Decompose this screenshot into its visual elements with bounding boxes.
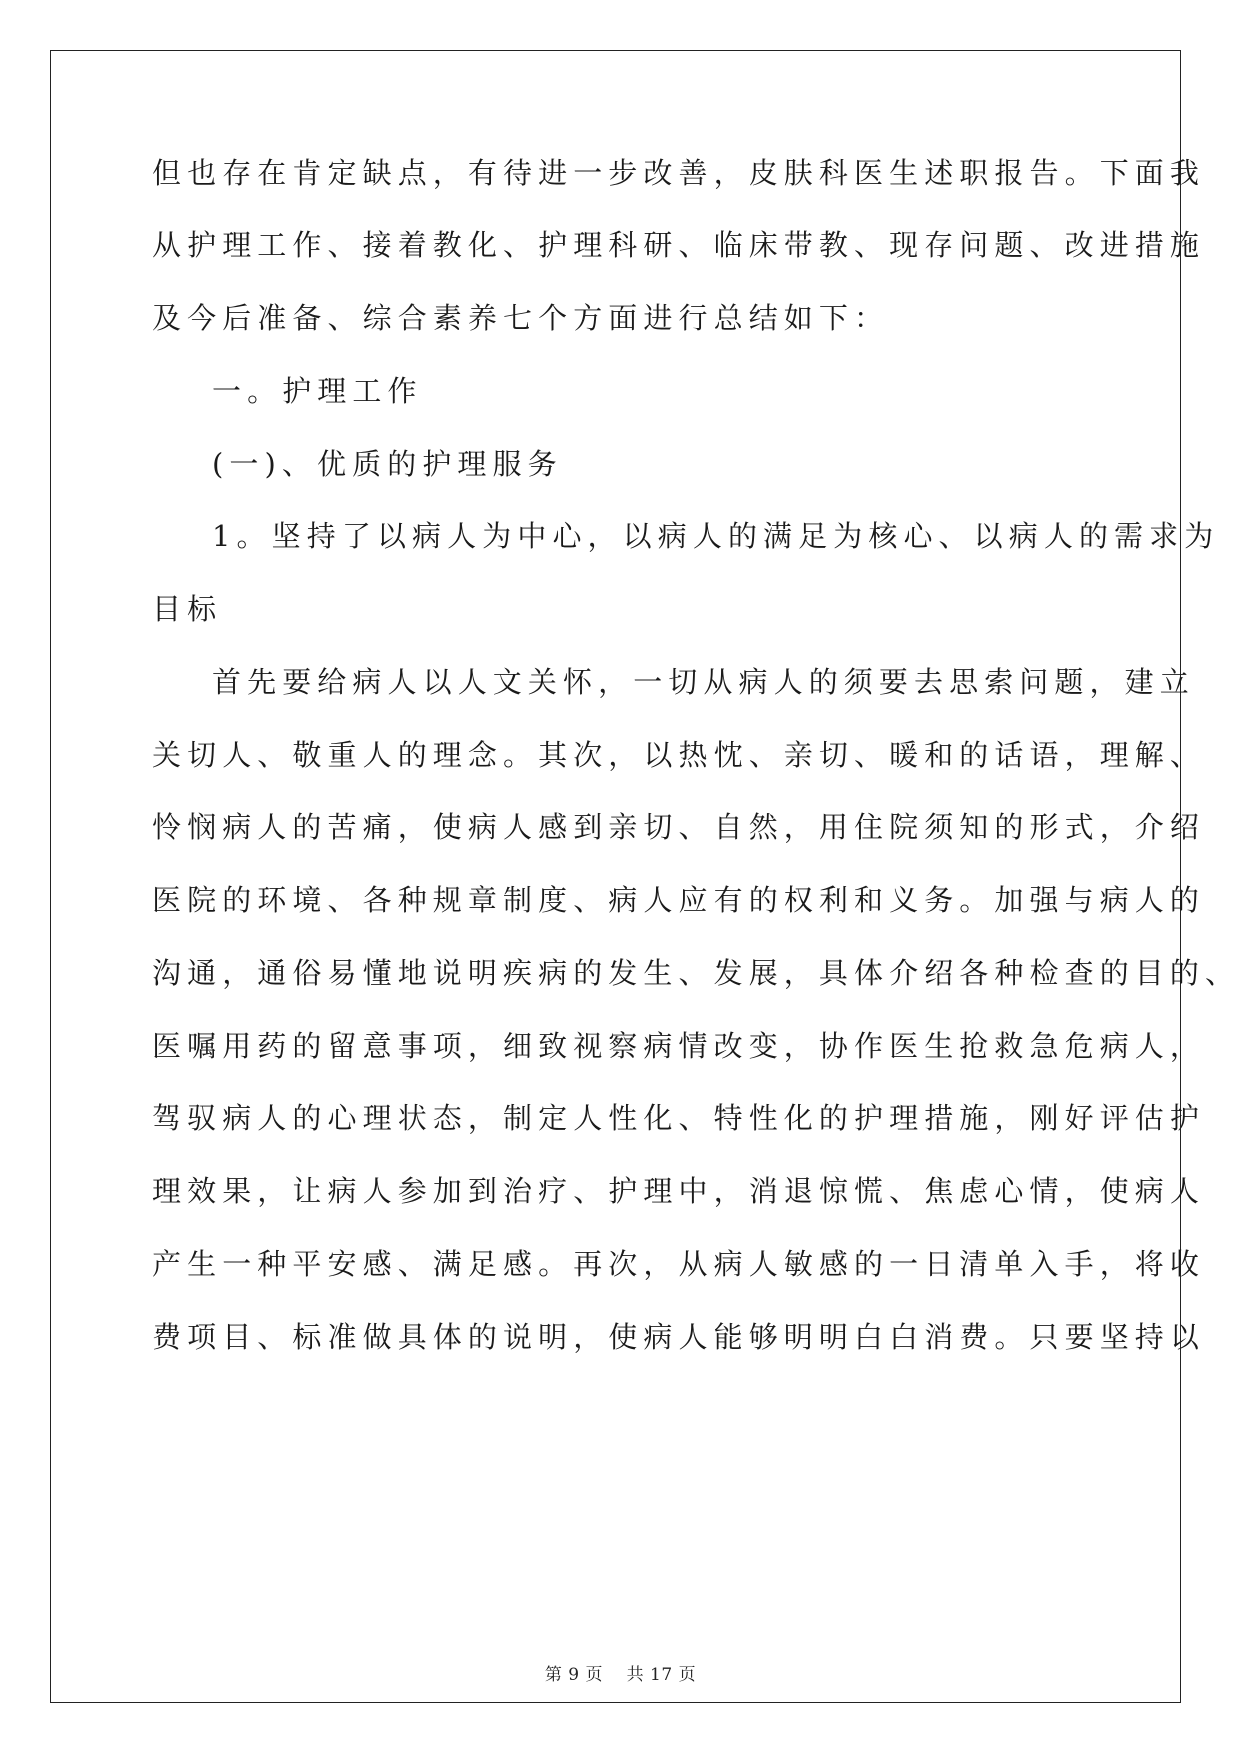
- text-line-8: 首先要给病人以人文关怀，一切从病人的须要去思索问题，建立: [212, 665, 1195, 699]
- subsection-heading: (一)、优质的护理服务: [212, 447, 563, 481]
- text-line-9: 关切人、敬重人的理念。其次，以热忱、亲切、暖和的话语，理解、: [152, 738, 1206, 772]
- page-number: 第 9 页: [544, 1665, 604, 1685]
- text-line-10: 怜悯病人的苦痛，使病人感到亲切、自然，用住院须知的形式，介绍: [152, 810, 1206, 844]
- section-heading: 一。护理工作: [212, 374, 423, 408]
- page-total: 共 17 页: [626, 1665, 697, 1685]
- page-footer: [0, 1664, 1241, 1686]
- text-line-2: 从护理工作、接着教化、护理科研、临床带教、现存问题、改进措施: [152, 228, 1206, 262]
- text-line-12: 沟通，通俗易懂地说明疾病的发生、发展，具体介绍各种检查的目的、: [152, 956, 1241, 990]
- text-line-11: 医院的环境、各种规章制度、病人应有的权利和义务。加强与病人的: [152, 883, 1206, 917]
- text-line-17: 费项目、标准做具体的说明，使病人能够明明白白消费。只要坚持以: [152, 1320, 1206, 1354]
- text-line-1: 但也存在肯定缺点，有待进一步改善，皮肤科医生述职报告。下面我: [152, 156, 1206, 190]
- text-line-13: 医嘱用药的留意事项，细致视察病情改变，协作医生抢救急危病人，: [152, 1029, 1206, 1063]
- text-line-3: 及今后准备、综合素养七个方面进行总结如下：: [152, 301, 890, 335]
- text-line-16: 产生一种平安感、满足感。再次，从病人敏感的一日清单入手，将收: [152, 1247, 1206, 1281]
- text-line-7: 目标: [152, 592, 223, 626]
- text-line-15: 理效果，让病人参加到治疗、护理中，消退惊慌、焦虑心情，使病人: [152, 1174, 1206, 1208]
- text-line-6: 1。坚持了以病人为中心，以病人的满足为核心、以病人的需求为: [212, 519, 1220, 553]
- text-line-14: 驾驭病人的心理状态，制定人性化、特性化的护理措施，刚好评估护: [152, 1101, 1206, 1135]
